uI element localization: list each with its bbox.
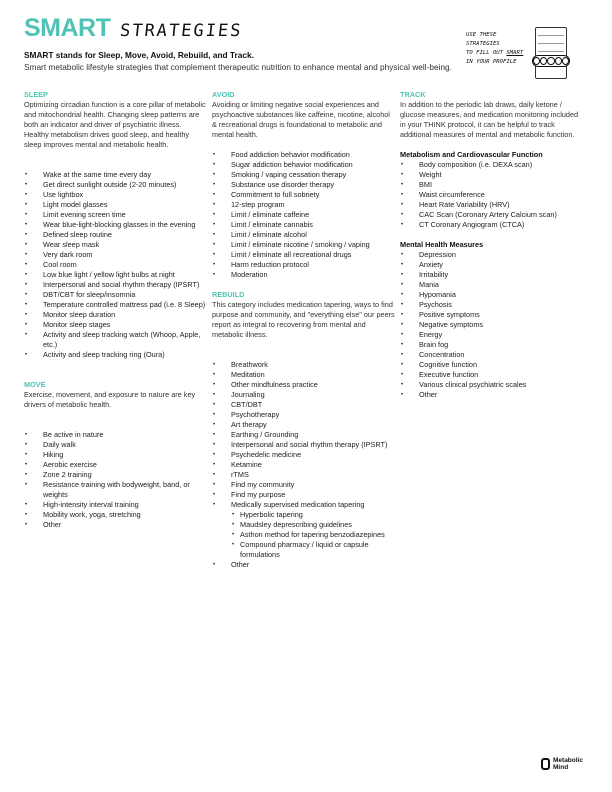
column-right [400, 90, 584, 410]
logo-text: Metabolic Mind [553, 757, 583, 771]
promo-line: STRATEGIES [466, 41, 500, 47]
list-item: • Monitor sleep duration [24, 310, 208, 320]
list-item: • rTMS [212, 470, 396, 480]
list-item: • Cognitive function [400, 360, 584, 370]
list-item: • Hyperbolic tapering [212, 510, 396, 520]
list-item: • Concentration [400, 350, 584, 360]
promo-line: USE THESE [466, 32, 497, 38]
list-item: • 12-step program [212, 200, 396, 210]
list-item: • Negative symptoms [400, 320, 584, 330]
mental-health-list [400, 250, 584, 400]
list-item: • Ketamine [212, 460, 396, 470]
list-item: • Smoking / vaping cessation therapy [212, 170, 396, 180]
list-item: • Activity and sleep tracking watch (Whoop, Apple, etc.) [24, 330, 208, 350]
avoid-list [212, 150, 396, 280]
list-item: • Wear blue-light-blocking glasses in the evening [24, 220, 208, 230]
list-item: • Other mindfulness practice [212, 380, 396, 390]
list-item: • Limit evening screen time [24, 210, 208, 220]
list-item: • Executive function [400, 370, 584, 380]
subtitle-bold: SMART stands for Sleep, Move, Avoid, Rebuild, and Track. [24, 50, 254, 60]
list-item: • Limit / eliminate nicotine / smoking / vaping [212, 240, 396, 250]
rebuild-last [212, 560, 396, 570]
list-item: • Other [24, 520, 208, 530]
mental-health-heading: Mental Health Measures [400, 240, 484, 249]
rebuild-sub-list [212, 510, 396, 560]
list-item: • Brain fog [400, 340, 584, 350]
list-item: • Cool room [24, 260, 208, 270]
list-item: • Zone 2 training [24, 470, 208, 480]
promo-smart: SMART [506, 50, 524, 56]
rebuild-list [212, 360, 396, 510]
list-item: • Wake at the same time every day [24, 170, 208, 180]
list-item: • Commitment to full sobriety [212, 190, 396, 200]
list-item: • Moderation [212, 270, 396, 280]
list-item: • Asthon method for tapering benzodiazepines [212, 530, 396, 540]
list-item: • Positive symptoms [400, 310, 584, 320]
list-item: • Temperature controlled mattress pad (i.e. 8 Sleep) [24, 300, 208, 310]
list-item: • Other [400, 390, 584, 400]
list-item: • Monitor sleep stages [24, 320, 208, 330]
track-intro: In addition to the periodic lab draws, daily ketone / glucose measures, and medication monitoring included in your THINK protocol, it can be helpful to track additional measures of mental and metabolic function. [400, 100, 579, 139]
list-item: • Earthing / Grounding [212, 430, 396, 440]
list-item: • Harm reduction protocol [212, 260, 396, 270]
title-smart: SMART [24, 14, 111, 42]
profile-promo [466, 31, 536, 67]
profile-phone-illustration [535, 27, 567, 79]
list-item: • Very dark room [24, 250, 208, 260]
list-item: • Journaling [212, 390, 396, 400]
list-item: • Defined sleep routine [24, 230, 208, 240]
list-item: • Hiking [24, 450, 208, 460]
list-item: • Psychosis [400, 300, 584, 310]
list-item: • Light model glasses [24, 200, 208, 210]
title-strategies: STRATEGIES [119, 21, 244, 41]
avoid-intro: Avoiding or limiting negative social experiences and psychoactive substances like caffeine, nicotine, alcohol & recreational drugs is foundational to metabolic and mental health. [212, 100, 390, 139]
list-item: • Get direct sunlight outside (2-20 minutes) [24, 180, 208, 190]
list-item: • Body composition (i.e. DEXA scan) [400, 160, 584, 170]
list-item: • Depression [400, 250, 584, 260]
list-item: • Find my community [212, 480, 396, 490]
list-item: • Heart Rate Variability (HRV) [400, 200, 584, 210]
list-item: • Psychotherapy [212, 410, 396, 420]
avoid-heading: AVOID [212, 90, 235, 99]
list-item: • Meditation [212, 370, 396, 380]
list-item: • Anxiety [400, 260, 584, 270]
list-item: • CBT/DBT [212, 400, 396, 410]
list-item: • Limit / eliminate caffeine [212, 210, 396, 220]
metabolism-heading: Metabolism and Cardiovascular Function [400, 150, 543, 159]
list-item: • Substance use disorder therapy [212, 180, 396, 190]
rebuild-intro: This category includes medication tapering, ways to find purpose and community, and "everything else" our peers report as integral to recovering from mental and metabolic illness. [212, 300, 395, 339]
list-item: • Aerobic exercise [24, 460, 208, 470]
list-item: • Use lightbox [24, 190, 208, 200]
metabolic-mind-logo [541, 757, 587, 771]
list-item: • Low blue light / yellow light bulbs at night [24, 270, 208, 280]
metabolism-list [400, 160, 584, 230]
list-item: • Waist circumference [400, 190, 584, 200]
list-item: • Psychedelic medicine [212, 450, 396, 460]
promo-text: TO FILL OUT [466, 50, 504, 56]
list-item: • Be active in nature [24, 430, 208, 440]
list-item: • Mobility work, yoga, stretching [24, 510, 208, 520]
list-item: • Medically supervised medication tapering [212, 500, 396, 510]
list-item: • Find my purpose [212, 490, 396, 500]
rebuild-heading: REBUILD [212, 290, 245, 299]
list-item: • Daily walk [24, 440, 208, 450]
list-item: • Sugar addiction behavior modification [212, 160, 396, 170]
list-item: • Various clinical psychiatric scales [400, 380, 584, 390]
list-item: • Maudsley deprescribing guidelines [212, 520, 396, 530]
column-left [24, 90, 208, 540]
list-item: • Limit / eliminate cannabis [212, 220, 396, 230]
list-item: • Limit / eliminate all recreational drugs [212, 250, 396, 260]
list-item: • Activity and sleep tracking ring (Oura) [24, 350, 208, 360]
promo-line [466, 49, 536, 58]
list-item: • CT Coronary Angiogram (CTCA) [400, 220, 584, 230]
list-item: • High-intensity interval training [24, 500, 208, 510]
list-item: • Weight [400, 170, 584, 180]
list-item: • Resistance training with bodyweight, band, or weights [24, 480, 208, 500]
list-item: • Energy [400, 330, 584, 340]
promo-line: IN YOUR PROFILE [466, 59, 517, 65]
list-item: • Wear sleep mask [24, 240, 208, 250]
list-item: • Irritability [400, 270, 584, 280]
sleep-intro: Optimizing circadian function is a core pillar of metabolic and mitochondrial health. Changing sleep patterns are both an indicator and driver of psychiatric illness. Healthy metabolism drives good sleep, and healthy sleep improves mental and metabolic health. [24, 100, 206, 149]
move-list [24, 430, 208, 530]
list-item: • Limit / eliminate alcohol [212, 230, 396, 240]
list-item: • Interpersonal and social rhythm therapy (IPSRT) [24, 280, 208, 290]
sleep-heading: SLEEP [24, 90, 48, 99]
column-middle [212, 90, 396, 580]
list-item: • Food addiction behavior modification [212, 150, 396, 160]
move-intro: Exercise, movement, and exposure to nature are key drivers of metabolic health. [24, 390, 196, 409]
list-item: • BMI [400, 180, 584, 190]
list-item: • Compound pharmacy / liquid or capsule formulations [212, 540, 396, 560]
list-item: • Mania [400, 280, 584, 290]
move-heading: MOVE [24, 380, 46, 389]
page-title [24, 14, 243, 43]
logo-icon [541, 758, 550, 770]
list-item: • Art therapy [212, 420, 396, 430]
sleep-list [24, 170, 208, 360]
list-item: • Interpersonal and social rhythm therapy (IPSRT) [212, 440, 396, 450]
list-item: • Hypomania [400, 290, 584, 300]
list-item: • Breathwork [212, 360, 396, 370]
list-item: • CAC Scan (Coronary Artery Calcium scan) [400, 210, 584, 220]
list-item: • DBT/CBT for sleep/insomnia [24, 290, 208, 300]
list-item: • Other [212, 560, 396, 570]
track-heading: TRACK [400, 90, 426, 99]
subtitle: Smart metabolic lifestyle strategies that complement therapeutic nutrition to enhance mental and physical well-being. [24, 62, 452, 72]
